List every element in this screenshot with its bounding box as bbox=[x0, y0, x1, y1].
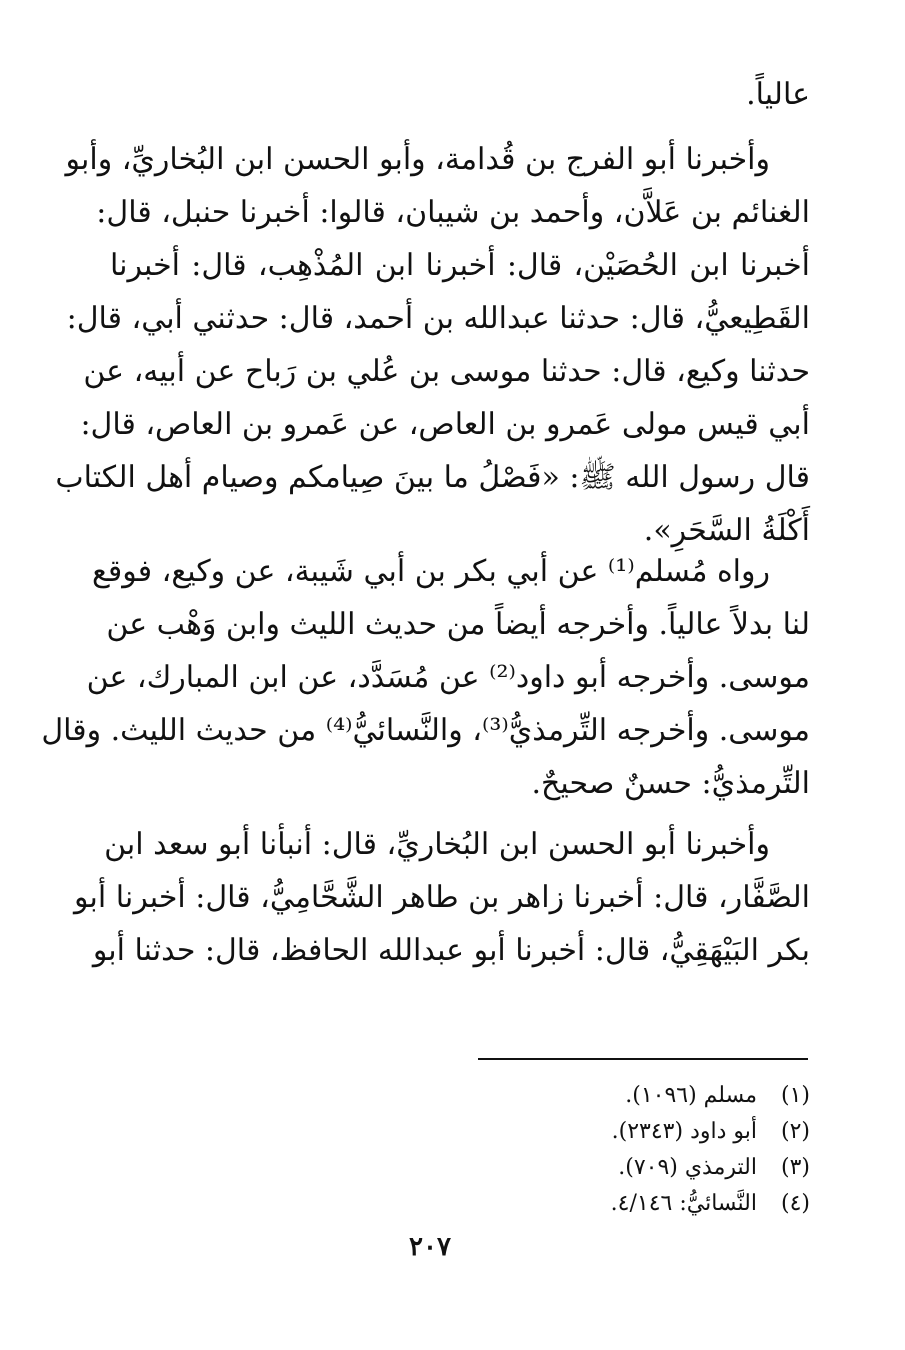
footnote-divider bbox=[478, 1058, 808, 1060]
text-line: عالياً. bbox=[746, 77, 810, 112]
footnote-text: النَّسائيُّ: ٤/١٤٦. bbox=[610, 1191, 757, 1216]
text-line: لنا بدلاً عالياً. وأخرجه أيضاً من حديث الليث وابن وَهْب عن bbox=[106, 607, 810, 642]
text-line: أبي قيس مولى عَمرو بن العاص، عن عَمرو بن العاص، قال: bbox=[80, 407, 810, 442]
footnote-number: (١) bbox=[780, 1083, 810, 1108]
text-line: رواه مُسلم⁽¹⁾ عن أبي بكر بن أبي شَيبة، عن وكيع، فوقع bbox=[91, 554, 770, 589]
text-line: الغنائم بن عَلاَّن، وأحمد بن شيبان، قالوا: أخبرنا حنبل، قال: bbox=[96, 195, 810, 230]
text-line: الصَّفَّار، قال: أخبرنا زاهر بن طاهر الشَّحَّامِيُّ، قال: أخبرنا أبو bbox=[74, 880, 810, 915]
text-line: أخبرنا ابن الحُصَيْن، قال: أخبرنا ابن المُذْهِب، قال: أخبرنا bbox=[110, 248, 810, 283]
footnotes bbox=[410, 1078, 810, 1222]
text-line: أَكْلَةُ السَّحَرِ». bbox=[643, 513, 810, 548]
footnote-text: أبو داود (٢٣٤٣). bbox=[611, 1119, 757, 1144]
paragraph-isnad bbox=[74, 818, 810, 977]
footnote-text: مسلم (١٠٩٦). bbox=[625, 1083, 757, 1108]
text-line: التِّرمذيُّ: حسنٌ صحيحٌ. bbox=[531, 766, 810, 801]
paragraph-takhrij bbox=[41, 545, 810, 810]
footnote-item bbox=[410, 1150, 810, 1186]
footnote-number: (٣) bbox=[780, 1155, 810, 1180]
footnote-number: (٤) bbox=[780, 1191, 810, 1216]
text-line: وأخبرنا أبو الفرج بن قُدامة، وأبو الحسن ابن البُخاريِّ، وأبو bbox=[65, 142, 770, 177]
text-line: موسى. وأخرجه أبو داود⁽²⁾ عن مُسَدَّد، عن ابن المبارك، عن bbox=[86, 660, 810, 695]
text-line: بكر البَيْهَقِيُّ، قال: أخبرنا أبو عبدالله الحافظ، قال: حدثنا أبو bbox=[92, 933, 810, 968]
footnote-item bbox=[410, 1114, 810, 1150]
footnote-item bbox=[410, 1186, 810, 1222]
page-number: ٢٠٧ bbox=[409, 1232, 451, 1262]
footnote-number: (٢) bbox=[780, 1119, 810, 1144]
text-line: قال رسول الله ﷺ: «فَصْلُ ما بينَ صِيامكم وصيام أهل الكتاب bbox=[55, 460, 810, 495]
text-line: موسى. وأخرجه التِّرمذيُّ⁽³⁾، والنَّسائيُّ⁽⁴⁾ من حديث الليث. وقال bbox=[41, 713, 810, 748]
footnote-text: الترمذي (٧٠٩). bbox=[618, 1155, 757, 1180]
text-line: القَطِيعيُّ، قال: حدثنا عبدالله بن أحمد، قال: حدثني أبي، قال: bbox=[66, 301, 810, 336]
paragraph-hadith-chain bbox=[55, 133, 810, 557]
text-line: حدثنا وكيع، قال: حدثنا موسى بن عُلي بن رَباح عن أبيه، عن bbox=[83, 354, 810, 389]
paragraph-continuation bbox=[110, 68, 810, 121]
text-line: وأخبرنا أبو الحسن ابن البُخاريِّ، قال: أنبأنا أبو سعد ابن bbox=[104, 827, 770, 862]
footnote-item bbox=[410, 1078, 810, 1114]
